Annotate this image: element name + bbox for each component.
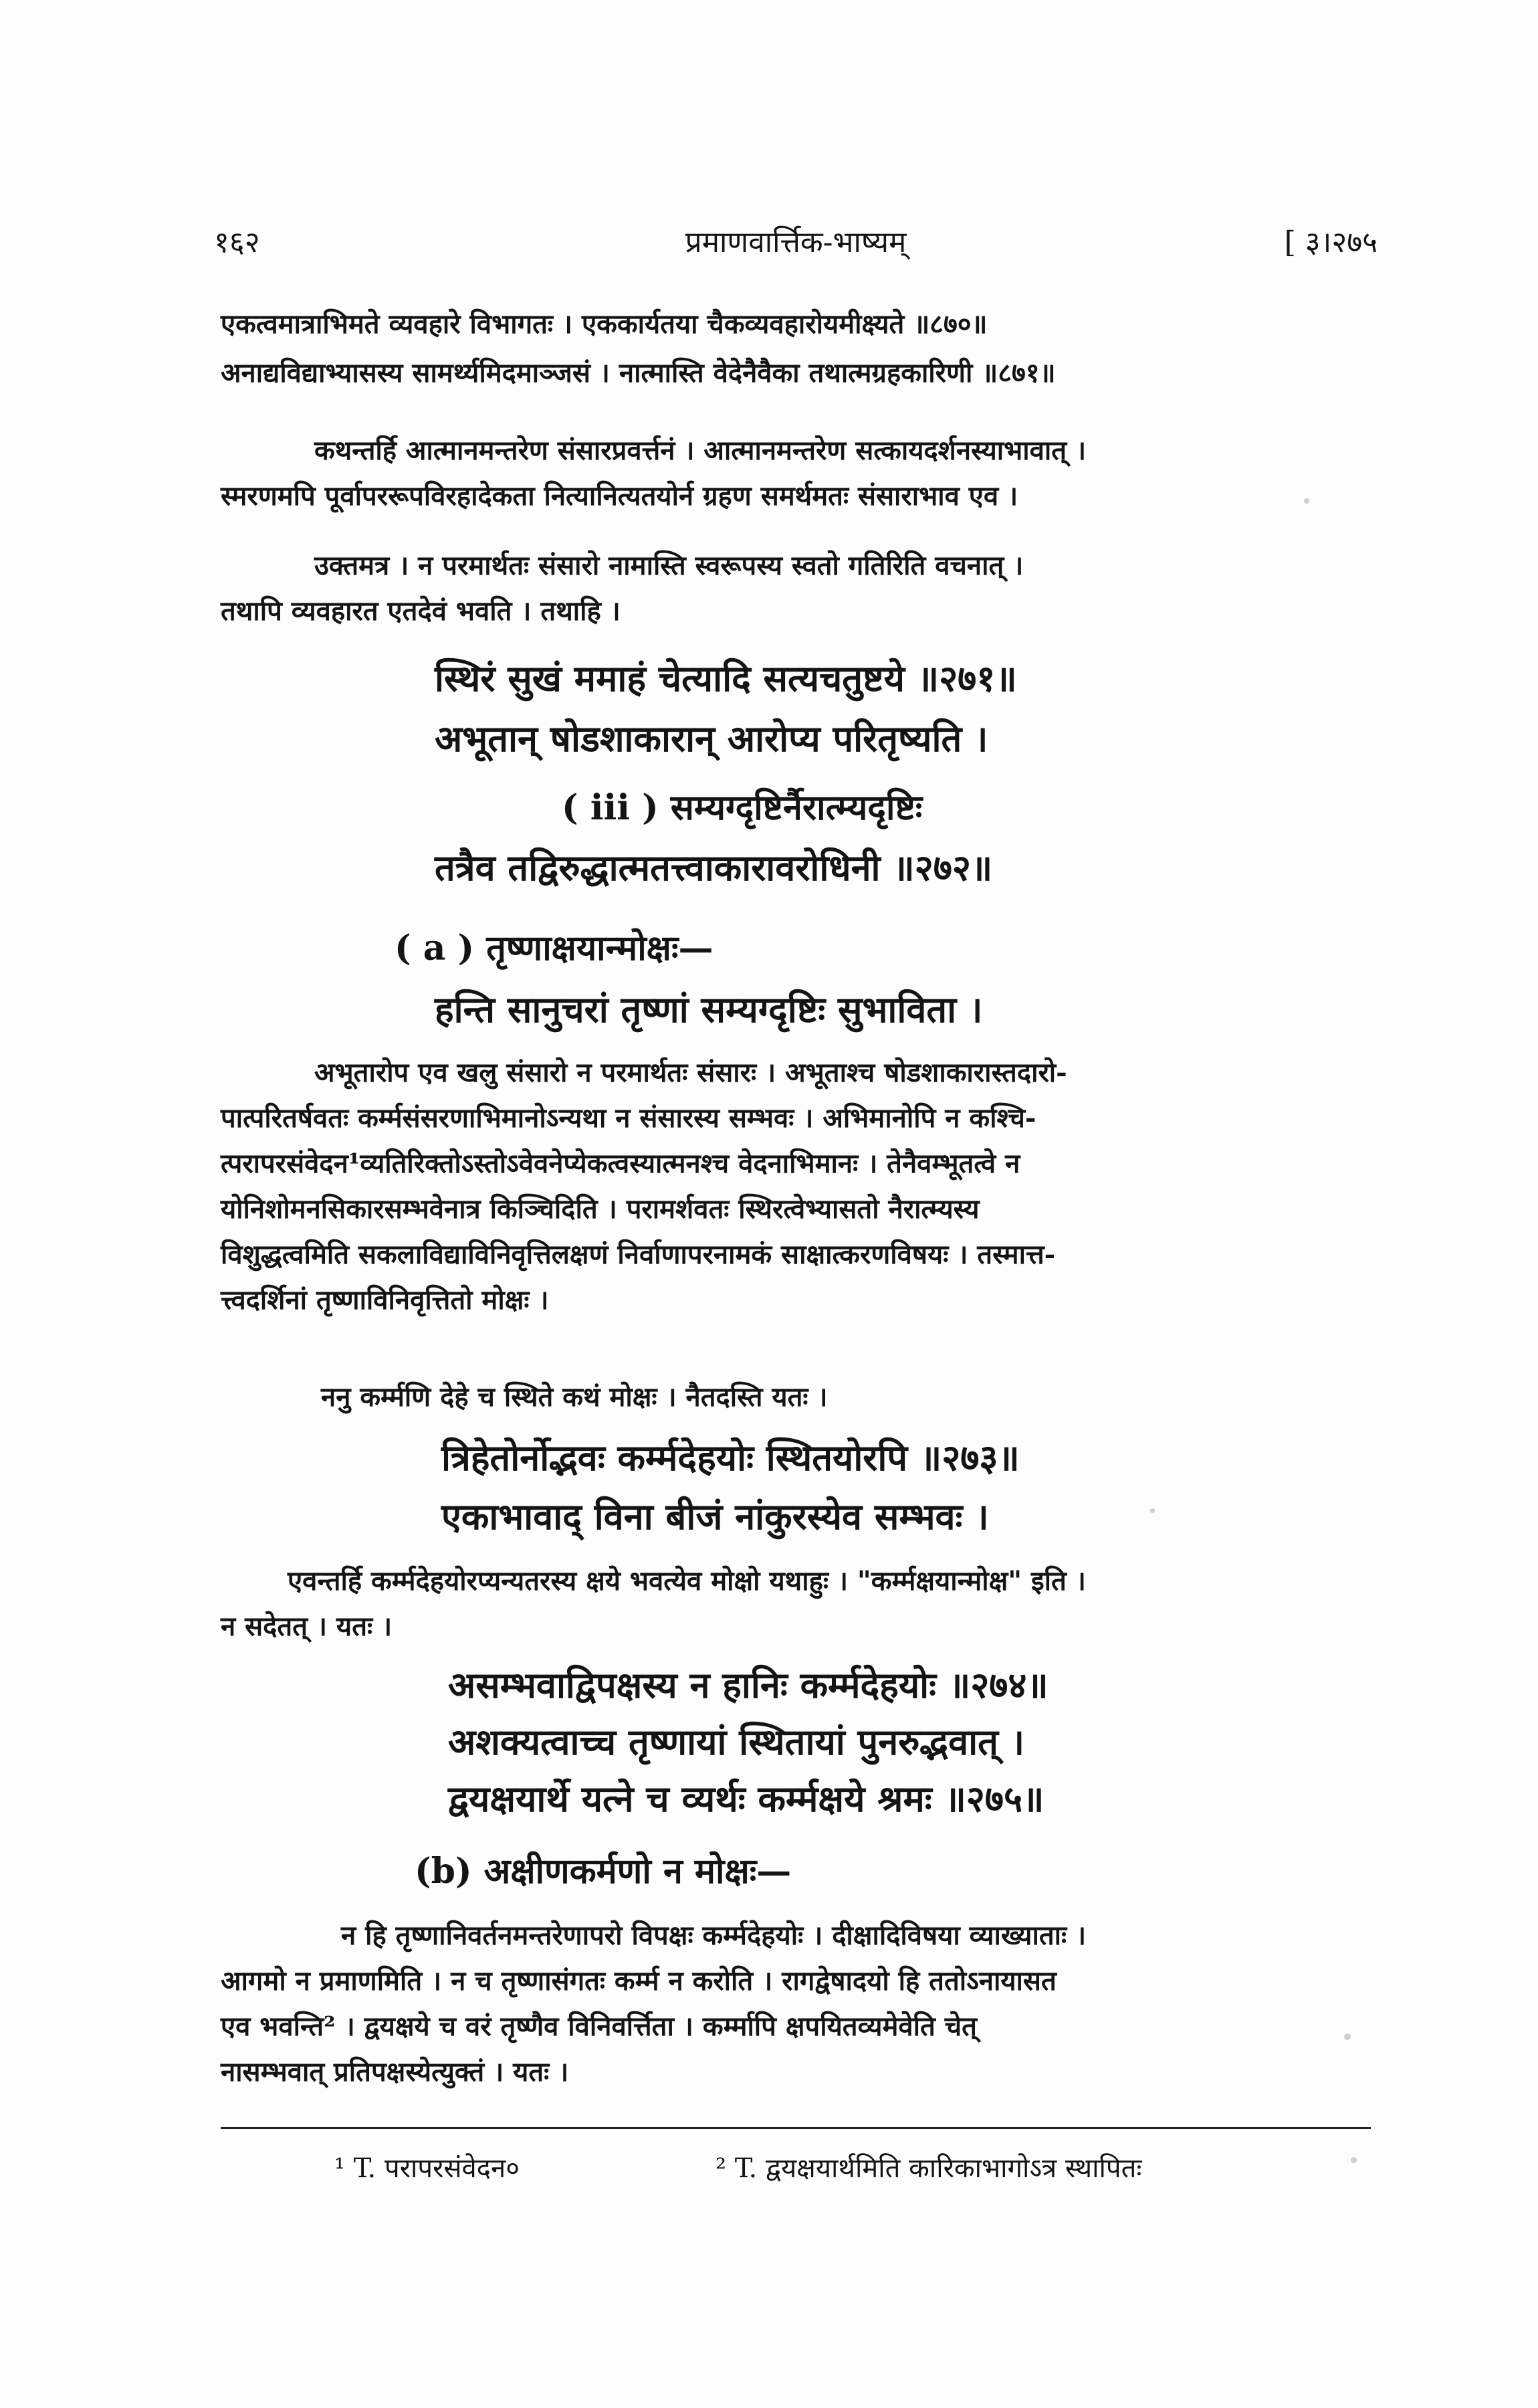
verse-274-line-1: असम्भवाद्विपक्षस्य न हानिः कर्म्मदेहयोः ॥२७४॥ <box>448 1664 1049 1706</box>
paragraph-line: आगमो न प्रमाणमिति । न च तृष्णासंगतः कर्म्म न करोति । रागद्वेषादयो हि ततोऽनायासत <box>221 1965 1057 1997</box>
paragraph-2 <box>314 543 1023 589</box>
verse-271-line-1: स्थिरं सुखं ममाहं चेत्यादि सत्यचतुष्टये ॥२७१॥ <box>435 657 1017 700</box>
paragraph-line: त्त्वदर्शिनां तृष्णाविनिवृत्तितो मोक्षः । <box>221 1284 549 1316</box>
section-heading-iii: ( iii ) सम्यग्दृष्टिर्नैरात्म्यदृष्टिः <box>562 787 923 828</box>
paragraph-line: एव भवन्ति² । द्वयक्षये च वरं तृष्णैव विनिवर्त्तिता । कर्म्मापि क्षपयितव्यमेवेति चेत् <box>221 2011 977 2042</box>
paragraph-line: उक्तमत्र । न परमार्थतः संसारो नामास्ति स्वरूपस्य स्वतो गतिरिति वचनात् । <box>314 550 1024 581</box>
verse-a-line: हन्ति सानुचरां तृष्णां सम्यग्दृष्टिः सुभाविता । <box>435 988 983 1031</box>
paragraph-line: नासम्भवात् प्रतिपक्षस्येत्युक्तं । यतः । <box>221 2056 569 2088</box>
paragraph-line: कथन्तर्हि आत्मानमन्तरेण संसारप्रवर्त्तनं । आत्मानमन्तरेण सत्कायदर्शनस्याभावात् । <box>314 435 1087 466</box>
scan-speck <box>1344 2033 1351 2040</box>
section-heading-b: (b) अक्षीणकर्मणो न मोक्षः— <box>415 1851 792 1892</box>
footnote-1: ¹ T. परापरसंवेदन० <box>334 2153 520 2184</box>
paragraph-6 <box>221 1913 1371 2095</box>
paragraph-line: त्परापरसंवेदन¹व्यतिरिक्तोऽस्तोऽवेवनेप्येकत्वस्यात्मनश्च वेदनाभिमानः । तेनैवम्भूतत्वे न <box>221 1148 1020 1179</box>
verse-871: अनाद्यविद्याभ्यासस्य सामर्थ्यमिदमाञ्जसं । नात्मास्ति वेदेनैवैका तथात्मग्रहकारिणी ॥८७१॥ <box>221 357 1056 389</box>
verse-275: द्वयक्षयार्थे यत्ने च व्यर्थः कर्म्मक्षये श्रमः ॥२७५॥ <box>448 1777 1045 1820</box>
paragraph-line: विशुद्धत्वमिति सकलाविद्याविनिवृत्तिलक्षणं निर्वाणापरनामकं साक्षात्करणविषयः । तस्मात्त- <box>221 1239 1056 1270</box>
scan-speck <box>1304 498 1309 504</box>
verse-870: एकत्वमात्राभिमते व्यवहारे विभागतः । एककार्यतया चैकव्यवहारोयमीक्ष्यते ॥८७०॥ <box>221 308 988 340</box>
scan-speck <box>1351 2157 1357 2163</box>
paragraph-line: एवन्तर्हि कर्म्मदेहयोरप्यन्यतरस्य क्षये भवत्येव मोक्षो यथाहुः । "कर्म्मक्षयान्मोक्ष" इति । <box>288 1565 1086 1597</box>
footnote-divider <box>221 2127 1371 2129</box>
section-heading-a: ( a ) तृष्णाक्षयान्मोक्षः— <box>395 928 713 969</box>
verse-274-line-2: अशक्यत्वाच्च तृष्णायां स्थितायां पुनरुद्भवात् । <box>448 1720 1025 1763</box>
paragraph-1-cont <box>221 474 1018 519</box>
paragraph-1 <box>314 428 1086 474</box>
paragraph-line: तथापि व्यवहारत एतदेवं भवति । तथाहि । <box>221 595 621 627</box>
paragraph-3 <box>221 1050 1371 1323</box>
paragraph-2-cont <box>221 589 621 634</box>
header-title: प्रमाणवार्त्तिक-भाष्यम् <box>685 225 907 260</box>
running-header <box>214 221 1378 274</box>
paragraph-5 <box>288 1559 1086 1604</box>
paragraph-line: ननु कर्म्मणि देहे च स्थिते कथं मोक्षः । नैतदस्ति यतः । <box>321 1381 828 1413</box>
paragraph-4 <box>321 1375 828 1420</box>
verse-reference: [ ३।२७५ <box>1284 225 1378 260</box>
paragraph-line: न सदेतत् । यतः । <box>221 1611 393 1642</box>
scan-speck <box>1150 1508 1155 1513</box>
verse-273-line-2: एकाभावाद् विना बीजं नांकुरस्येव सम्भवः । <box>441 1495 989 1538</box>
paragraph-line: पात्परितर्षवतः कर्म्मसंसरणाभिमानोऽन्यथा न संसारस्य सम्भवः । अभिमानोपि न कश्चि- <box>221 1102 1036 1134</box>
verse-272: तत्रैव तद्विरुद्धात्मतत्त्वाकारावरोधिनी ॥२७२॥ <box>435 846 993 889</box>
paragraph-line: स्मरणमपि पूर्वापररूपविरहादेकता नित्यानित्यतयोर्न ग्रहण समर्थमतः संसाराभाव एव । <box>221 480 1018 512</box>
verse-271-line-2: अभूतान् षोडशाकारान् आरोप्य परितृष्यति । <box>435 717 988 760</box>
paragraph-line: अभूतारोप एव खलु संसारो न परमार्थतः संसारः । अभूताश्च षोडशाकारास्तदारो- <box>314 1057 1067 1088</box>
paragraph-line: न हि तृष्णानिवर्तनमन्तरेणापरो विपक्षः कर्म्मदेहयोः । दीक्षादिविषया व्याख्याताः । <box>341 1920 1087 1951</box>
paragraph-5-cont <box>221 1604 392 1649</box>
page-number: १६२ <box>214 225 260 260</box>
verse-273-line-1: त्रिहेतोर्नोद्भवः कर्म्मदेहयोः स्थितयोरपि ॥२७३॥ <box>441 1436 1020 1479</box>
footnote-2: ² T. द्वयक्षयार्थमिति कारिकाभागोऽत्र स्थापितः <box>716 2153 1142 2184</box>
paragraph-line: योनिशोमनसिकारसम्भवेनात्र किञ्चिदिति । परामर्शवतः स्थिरत्वेभ्यासतो नैरात्म्यस्य <box>221 1193 980 1225</box>
